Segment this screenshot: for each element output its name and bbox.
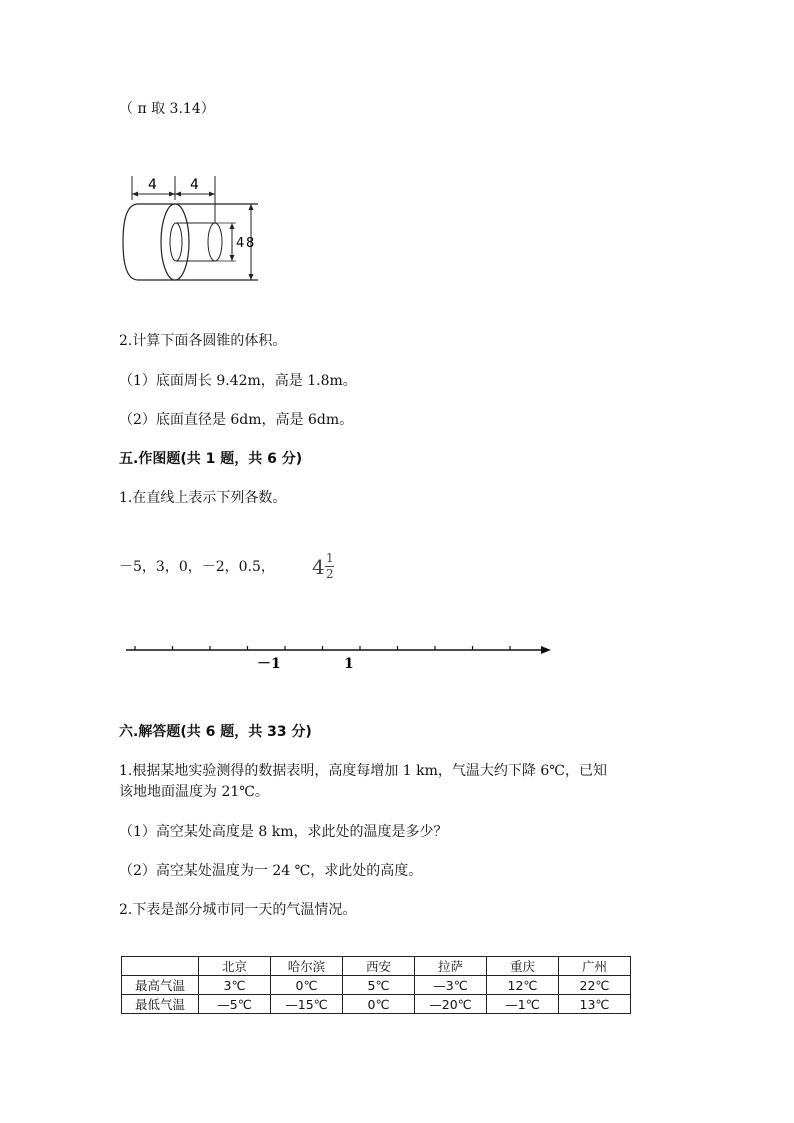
section5-title: 五.作图题(共 1 题，共 6 分) [119, 451, 303, 467]
section5-numbers: －5，3，0，－2，0.5， [119, 559, 275, 575]
table-cell: 12℃ [487, 976, 559, 995]
table-cell: —20℃ [415, 995, 487, 1014]
table-corner [122, 957, 199, 976]
q4-2-heading: 2.计算下面各圆锥的体积。 [119, 333, 287, 349]
city-header: 拉萨 [415, 957, 487, 976]
city-header: 广州 [559, 957, 631, 976]
row-label: 最低气温 [122, 995, 199, 1014]
dim-outer-height: 8 [246, 236, 255, 251]
label-neg1: －1 [257, 656, 281, 672]
q4-2-part1: （1）底面周长 9.42m，高是 1.8m。 [119, 373, 357, 389]
pi-note: （ π 取 3.14） [119, 101, 215, 117]
table-cell: —5℃ [199, 995, 271, 1014]
table-row [122, 995, 631, 1014]
city-header: 北京 [199, 957, 271, 976]
city-header: 西安 [343, 957, 415, 976]
table-cell: 3℃ [199, 976, 271, 995]
dim-inner-height: 4 [236, 236, 245, 251]
q4-2-part2: （2）底面直径是 6dm，高是 6dm。 [119, 412, 354, 428]
section5-q1: 1.在直线上表示下列各数。 [119, 490, 287, 506]
label-pos1: 1 [344, 656, 354, 672]
table-cell: 13℃ [559, 995, 631, 1014]
mixed-whole: 4 [312, 555, 325, 579]
row-label: 最高气温 [122, 976, 199, 995]
temperature-table [121, 956, 631, 1014]
table-cell: 0℃ [271, 976, 343, 995]
table-header-row [122, 957, 631, 976]
mixed-numerator: 1 [326, 551, 334, 565]
table-cell: 5℃ [343, 976, 415, 995]
table-cell: —3℃ [415, 976, 487, 995]
dim-top-left: 4 [148, 177, 157, 193]
city-header: 哈尔滨 [271, 957, 343, 976]
table-cell: 22℃ [559, 976, 631, 995]
section6-q2: 2.下表是部分城市同一天的气温情况。 [119, 902, 357, 918]
dim-top-right: 4 [190, 177, 199, 193]
mixed-denominator: 2 [326, 567, 334, 581]
number-line [124, 640, 554, 680]
section6-title: 六.解答题(共 6 题，共 33 分) [119, 724, 312, 740]
table-cell: —15℃ [271, 995, 343, 1014]
section6-q1-part1: （1）高空某处高度是 8 km，求此处的温度是多少？ [119, 824, 448, 840]
section6-q1-line1: 1.根据某地实验测得的数据表明，高度每增加 1 km，气温大约下降 6℃，已知 [119, 763, 607, 779]
cylinder-diagram [118, 172, 268, 287]
city-header: 重庆 [487, 957, 559, 976]
section6-q1-line2: 该地地面温度为 21℃。 [119, 784, 269, 800]
table-cell: 0℃ [343, 995, 415, 1014]
section6-q1-part2: （2）高空某处温度为一 24 ℃，求此处的高度。 [119, 863, 423, 879]
table-row [122, 976, 631, 995]
table-cell: —1℃ [487, 995, 559, 1014]
